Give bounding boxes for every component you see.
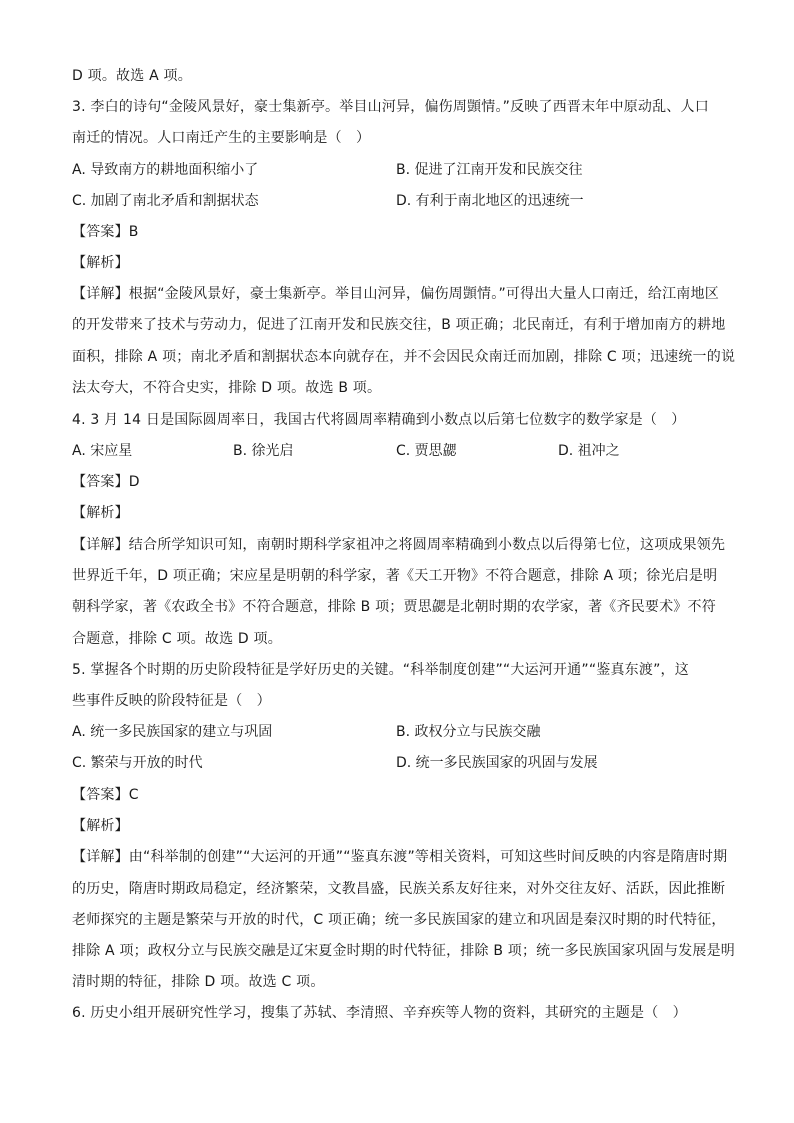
q3-detail-line2: 的开发带来了技术与劳动力，促进了江南开发和民族交往，B 项正确；北民南迁，有利于增加南方的耕地 [72,317,726,333]
q4-detail-line3: 朝科学家，著《农政全书》不符合题意，排除 B 项；贾思勰是北朝时期的农学家，著《齐民要术》不符 [72,599,716,615]
q3-detail-line1: 【详解】根据“金陵风景好，豪士集新亭。举目山河异，偏伤周顗情。”可得出大量人口南迁，给江南地区 [72,286,719,302]
q5-analysis-label: 【解析】 [72,818,129,834]
q6-stem-line1: 6. 历史小组开展研究性学习，搜集了苏轼、李清照、辛弃疾等人物的资料，其研究的主题是（ ） [72,1005,687,1021]
q3-stem-line1: 3. 李白的诗句“金陵风景好，豪士集新亭。举目山河异，偏伤周顗情。”反映了西晋末年中原动乱、人口 [72,99,709,115]
q5-option-b: B. 政权分立与民族交融 [396,724,541,740]
q4-detail-line1: 【详解】结合所学知识可知，南朝时期科学家祖冲之将圆周率精确到小数点以后得第七位，这项成果领先 [72,537,726,553]
q3-answer: 【答案】B [72,224,139,240]
q4-option-d: D. 祖冲之 [558,443,620,459]
q5-detail-line3: 老师探究的主题是繁荣与开放的时代，C 项正确；统一多民族国家的建立和巩固是秦汉时期的时代特征， [72,912,726,928]
q4-detail-line4: 合题意，排除 C 项。故选 D 项。 [72,631,282,647]
q5-option-a: A. 统一多民族国家的建立与巩固 [72,724,273,740]
q4-stem-line1: 4. 3 月 14 日是国际圆周率日，我国古代将圆周率精确到小数点以后第七位数字的数学家是（ ） [72,412,686,428]
q4-option-b: B. 徐光启 [233,443,294,459]
q3-option-d: D. 有利于南北地区的迅速统一 [396,193,584,209]
q5-detail-line4: 排除 A 项；政权分立与民族交融是辽宋夏金时期的时代特征，排除 B 项；统一多民族国家巩固与发展是明 [72,943,735,959]
q3-option-a: A. 导致南方的耕地面积缩小了 [72,162,259,178]
q3-option-c: C. 加剧了南北矛盾和割据状态 [72,193,259,209]
q4-answer: 【答案】D [72,474,140,490]
q4-analysis-label: 【解析】 [72,505,129,521]
q3-analysis-label: 【解析】 [72,255,129,271]
q3-stem-line2: 南迁的情况。人口南迁产生的主要影响是（ ） [72,130,371,146]
q5-detail-line5: 清时期的特征，排除 D 项。故选 C 项。 [72,974,325,990]
q3-detail-line4: 法太夸大，不符合史实，排除 D 项。故选 B 项。 [72,380,382,396]
intro-line: D 项。故选 A 项。 [72,68,192,84]
q5-option-c: C. 繁荣与开放的时代 [72,755,203,771]
q4-option-a: A. 宋应星 [72,443,133,459]
q5-detail-line1: 【详解】由“科举制的创建”“大运河的开通”“鉴真东渡”等相关资料，可知这些时间反映的内容是隋唐时期 [72,849,728,865]
q4-detail-line2: 世界近千年，D 项正确；宋应星是明朝的科学家，著《天工开物》不符合题意，排除 A 项；徐光启是明 [72,568,718,584]
q5-option-d: D. 统一多民族国家的巩固与发展 [396,755,598,771]
q3-detail-line3: 面积，排除 A 项；南北矛盾和割据状态本向就存在，并不会因民众南迁而加剧，排除 C 项；迅速统一的说 [72,349,736,365]
q3-option-b: B. 促进了江南开发和民族交往 [396,162,583,178]
q5-stem-line1: 5. 掌握各个时期的历史阶段特征是学好历史的关键。“科举制度创建”“大运河开通”“鉴真东渡”，这 [72,662,689,678]
q5-stem-line2: 些事件反映的阶段特征是（ ） [72,693,271,709]
q5-answer: 【答案】C [72,787,139,803]
q4-option-c: C. 贾思勰 [396,443,457,459]
q5-detail-line2: 的历史，隋唐时期政局稳定，经济繁荣，文教昌盛，民族关系友好往来，对外交往友好、活跃，因此推断 [72,881,726,897]
